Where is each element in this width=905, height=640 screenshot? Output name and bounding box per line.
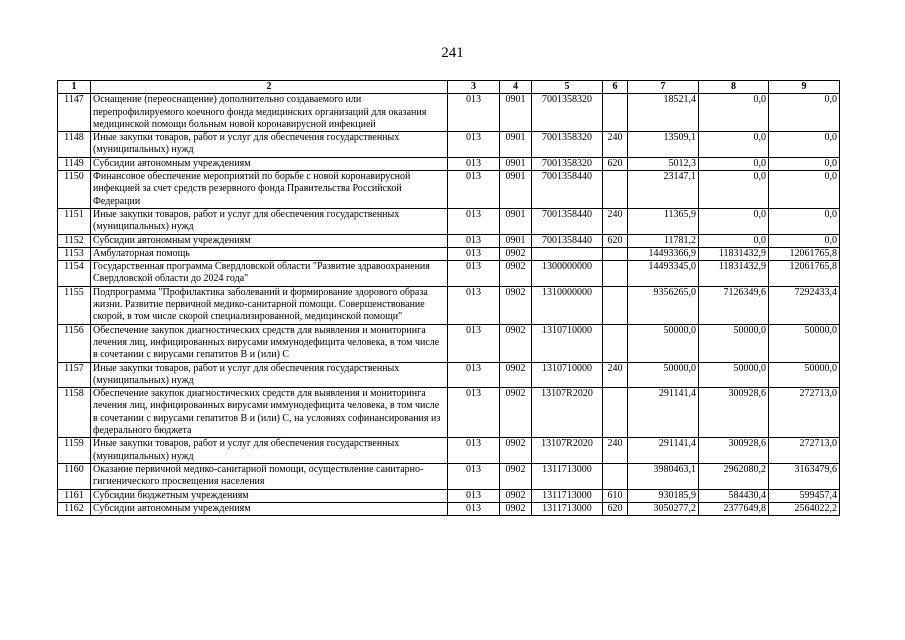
amount-col-7: 14493345,0 xyxy=(628,261,699,287)
section-code: 0901 xyxy=(500,208,532,234)
ministry-code: 013 xyxy=(448,362,500,388)
row-number: 1162 xyxy=(58,502,91,515)
section-code: 0902 xyxy=(500,463,532,489)
ministry-code: 013 xyxy=(448,94,500,132)
amount-col-7: 930185,9 xyxy=(628,489,699,502)
amount-col-7: 9356265,0 xyxy=(628,286,699,324)
amount-col-8: 11831432,9 xyxy=(699,261,769,287)
item-name: Оснащение (переоснащение) дополнительно создаваемого или перепрофилируемого коечного фонда медицинских организаций для оказания медицинской помощи больным новой коронавирусной инфекцией xyxy=(91,94,448,132)
ministry-code: 013 xyxy=(448,489,500,502)
amount-col-7: 14493366,9 xyxy=(628,247,699,260)
table-row xyxy=(58,324,840,362)
row-number: 1152 xyxy=(58,234,91,247)
item-name: Обеспечение закупок диагностических средств для выявления и мониторинга лечения лиц, инфицированных вирусами иммунодефицита человека, в том числе в сочетании с вирусами гепатитов В и (или) С xyxy=(91,324,448,362)
item-name: Финансовое обеспечение мероприятий по борьбе с новой коронавирусной инфекцией за счет средств резервного фонда Правительства Российской Федерации xyxy=(91,171,448,209)
section-code: 0902 xyxy=(500,502,532,515)
item-name: Иные закупки товаров, работ и услуг для обеспечения государственных (муниципальных) нужд xyxy=(91,208,448,234)
table-row xyxy=(58,208,840,234)
expense-type-code xyxy=(603,324,628,362)
item-name: Иные закупки товаров, работ и услуг для обеспечения государственных (муниципальных) нужд xyxy=(91,438,448,464)
target-article-code: 13107R2020 xyxy=(532,438,603,464)
target-article-code: 1311713000 xyxy=(532,489,603,502)
row-number: 1159 xyxy=(58,438,91,464)
amount-col-7: 3980463,1 xyxy=(628,463,699,489)
expense-type-code: 620 xyxy=(603,502,628,515)
ministry-code: 013 xyxy=(448,388,500,438)
table-row xyxy=(58,489,840,502)
column-header-6: 6 xyxy=(603,81,628,94)
expense-type-code xyxy=(603,286,628,324)
column-header-3: 3 xyxy=(448,81,500,94)
expense-type-code: 240 xyxy=(603,438,628,464)
amount-col-8: 0,0 xyxy=(699,234,769,247)
amount-col-7: 291141,4 xyxy=(628,388,699,438)
amount-col-8: 50000,0 xyxy=(699,324,769,362)
ministry-code: 013 xyxy=(448,286,500,324)
target-article-code: 1300000000 xyxy=(532,261,603,287)
expense-type-code: 620 xyxy=(603,234,628,247)
section-code: 0902 xyxy=(500,324,532,362)
expense-type-code: 240 xyxy=(603,132,628,158)
ministry-code: 013 xyxy=(448,502,500,515)
section-code: 0902 xyxy=(500,388,532,438)
target-article-code: 1311713000 xyxy=(532,502,603,515)
table-row xyxy=(58,261,840,287)
amount-col-8: 0,0 xyxy=(699,171,769,209)
ministry-code: 013 xyxy=(448,261,500,287)
column-header-8: 8 xyxy=(699,81,769,94)
amount-col-9: 0,0 xyxy=(769,208,840,234)
item-name: Подпрограмма "Профилактика заболеваний и формирование здорового образа жизни. Развитие первичной медико-санитарной помощи. Совершенствование скорой, в том числе скорой специализированной, медицинской помощи" xyxy=(91,286,448,324)
row-number: 1156 xyxy=(58,324,91,362)
expense-type-code xyxy=(603,388,628,438)
amount-col-8: 300928,6 xyxy=(699,438,769,464)
item-name: Субсидии автономным учреждениям xyxy=(91,502,448,515)
row-number: 1155 xyxy=(58,286,91,324)
target-article-code: 7001358440 xyxy=(532,234,603,247)
item-name: Субсидии бюджетным учреждениям xyxy=(91,489,448,502)
ministry-code: 013 xyxy=(448,208,500,234)
amount-col-8: 0,0 xyxy=(699,208,769,234)
table-row xyxy=(58,502,840,515)
column-header-5: 5 xyxy=(532,81,603,94)
amount-col-8: 0,0 xyxy=(699,132,769,158)
item-name: Иные закупки товаров, работ и услуг для обеспечения государственных (муниципальных) нужд xyxy=(91,362,448,388)
budget-table xyxy=(57,80,840,516)
table-row xyxy=(58,234,840,247)
row-number: 1147 xyxy=(58,94,91,132)
ministry-code: 013 xyxy=(448,438,500,464)
expense-type-code xyxy=(603,171,628,209)
amount-col-9: 0,0 xyxy=(769,157,840,170)
item-name: Оказание первичной медико-санитарной помощи, осуществление санитарно-гигиенического просвещения населения xyxy=(91,463,448,489)
table-row xyxy=(58,438,840,464)
amount-col-9: 50000,0 xyxy=(769,324,840,362)
amount-col-8: 7126349,6 xyxy=(699,286,769,324)
row-number: 1148 xyxy=(58,132,91,158)
ministry-code: 013 xyxy=(448,171,500,209)
expense-type-code: 240 xyxy=(603,208,628,234)
target-article-code: 13107R2020 xyxy=(532,388,603,438)
ministry-code: 013 xyxy=(448,463,500,489)
column-header-1: 1 xyxy=(58,81,91,94)
amount-col-9: 2564022,2 xyxy=(769,502,840,515)
section-code: 0902 xyxy=(500,489,532,502)
column-header-7: 7 xyxy=(628,81,699,94)
amount-col-9: 12061765,8 xyxy=(769,261,840,287)
section-code: 0901 xyxy=(500,234,532,247)
section-code: 0901 xyxy=(500,157,532,170)
target-article-code: 7001358320 xyxy=(532,132,603,158)
table-row xyxy=(58,171,840,209)
table-row xyxy=(58,132,840,158)
table-row xyxy=(58,463,840,489)
amount-col-9: 0,0 xyxy=(769,132,840,158)
target-article-code: 7001358440 xyxy=(532,208,603,234)
amount-col-9: 272713,0 xyxy=(769,388,840,438)
ministry-code: 013 xyxy=(448,234,500,247)
expense-type-code: 240 xyxy=(603,362,628,388)
amount-col-7: 23147,1 xyxy=(628,171,699,209)
target-article-code: 1310710000 xyxy=(532,324,603,362)
amount-col-9: 0,0 xyxy=(769,94,840,132)
amount-col-7: 13509,1 xyxy=(628,132,699,158)
amount-col-8: 300928,6 xyxy=(699,388,769,438)
ministry-code: 013 xyxy=(448,324,500,362)
item-name: Иные закупки товаров, работ и услуг для обеспечения государственных (муниципальных) нужд xyxy=(91,132,448,158)
item-name: Амбулаторная помощь xyxy=(91,247,448,260)
target-article-code: 1311713000 xyxy=(532,463,603,489)
section-code: 0901 xyxy=(500,132,532,158)
ministry-code: 013 xyxy=(448,157,500,170)
section-code: 0901 xyxy=(500,171,532,209)
table-row xyxy=(58,247,840,260)
amount-col-7: 50000,0 xyxy=(628,362,699,388)
amount-col-9: 3163479,6 xyxy=(769,463,840,489)
section-code: 0901 xyxy=(500,94,532,132)
item-name: Субсидии автономным учреждениям xyxy=(91,157,448,170)
target-article-code: 7001358440 xyxy=(532,171,603,209)
row-number: 1158 xyxy=(58,388,91,438)
expense-type-code xyxy=(603,247,628,260)
amount-col-9: 0,0 xyxy=(769,171,840,209)
table-row xyxy=(58,362,840,388)
amount-col-7: 50000,0 xyxy=(628,324,699,362)
amount-col-8: 50000,0 xyxy=(699,362,769,388)
column-header-9: 9 xyxy=(769,81,840,94)
row-number: 1153 xyxy=(58,247,91,260)
target-article-code: 1310710000 xyxy=(532,362,603,388)
amount-col-8: 2962080,2 xyxy=(699,463,769,489)
item-name: Субсидии автономным учреждениям xyxy=(91,234,448,247)
target-article-code: 1310000000 xyxy=(532,286,603,324)
amount-col-9: 599457,4 xyxy=(769,489,840,502)
amount-col-7: 5012,3 xyxy=(628,157,699,170)
page-number: 241 xyxy=(441,45,464,61)
amount-col-9: 7292433,4 xyxy=(769,286,840,324)
target-article-code xyxy=(532,247,603,260)
amount-col-9: 0,0 xyxy=(769,234,840,247)
amount-col-8: 0,0 xyxy=(699,157,769,170)
expense-type-code: 620 xyxy=(603,157,628,170)
ministry-code: 013 xyxy=(448,132,500,158)
amount-col-8: 11831432,9 xyxy=(699,247,769,260)
table-body xyxy=(58,94,840,516)
section-code: 0902 xyxy=(500,247,532,260)
row-number: 1161 xyxy=(58,489,91,502)
amount-col-8: 584430,4 xyxy=(699,489,769,502)
expense-type-code xyxy=(603,94,628,132)
table-row xyxy=(58,388,840,438)
expense-type-code xyxy=(603,261,628,287)
row-number: 1150 xyxy=(58,171,91,209)
column-header-2: 2 xyxy=(91,81,448,94)
section-code: 0902 xyxy=(500,362,532,388)
table-row xyxy=(58,286,840,324)
row-number: 1149 xyxy=(58,157,91,170)
section-code: 0902 xyxy=(500,261,532,287)
row-number: 1154 xyxy=(58,261,91,287)
amount-col-7: 18521,4 xyxy=(628,94,699,132)
amount-col-7: 11781,2 xyxy=(628,234,699,247)
amount-col-8: 0,0 xyxy=(699,94,769,132)
table-row xyxy=(58,94,840,132)
item-name: Обеспечение закупок диагностических средств для выявления и мониторинга лечения лиц, инфицированных вирусами иммунодефицита человека, в том числе в сочетании с вирусами гепатитов В и (или) С, на условиях софинансирования из федерального бюджета xyxy=(91,388,448,438)
column-header-4: 4 xyxy=(500,81,532,94)
amount-col-9: 272713,0 xyxy=(769,438,840,464)
section-code: 0902 xyxy=(500,438,532,464)
expense-type-code xyxy=(603,463,628,489)
amount-col-9: 50000,0 xyxy=(769,362,840,388)
amount-col-8: 2377649,8 xyxy=(699,502,769,515)
amount-col-7: 3050277,2 xyxy=(628,502,699,515)
section-code: 0902 xyxy=(500,286,532,324)
table-row xyxy=(58,157,840,170)
amount-col-9: 12061765,8 xyxy=(769,247,840,260)
row-number: 1160 xyxy=(58,463,91,489)
header-row xyxy=(58,81,840,94)
target-article-code: 7001358320 xyxy=(532,94,603,132)
amount-col-7: 291141,4 xyxy=(628,438,699,464)
expense-type-code: 610 xyxy=(603,489,628,502)
row-number: 1157 xyxy=(58,362,91,388)
amount-col-7: 11365,9 xyxy=(628,208,699,234)
item-name: Государственная программа Свердловской области "Развитие здравоохранения Свердловской области до 2024 года" xyxy=(91,261,448,287)
row-number: 1151 xyxy=(58,208,91,234)
ministry-code: 013 xyxy=(448,247,500,260)
target-article-code: 7001358320 xyxy=(532,157,603,170)
